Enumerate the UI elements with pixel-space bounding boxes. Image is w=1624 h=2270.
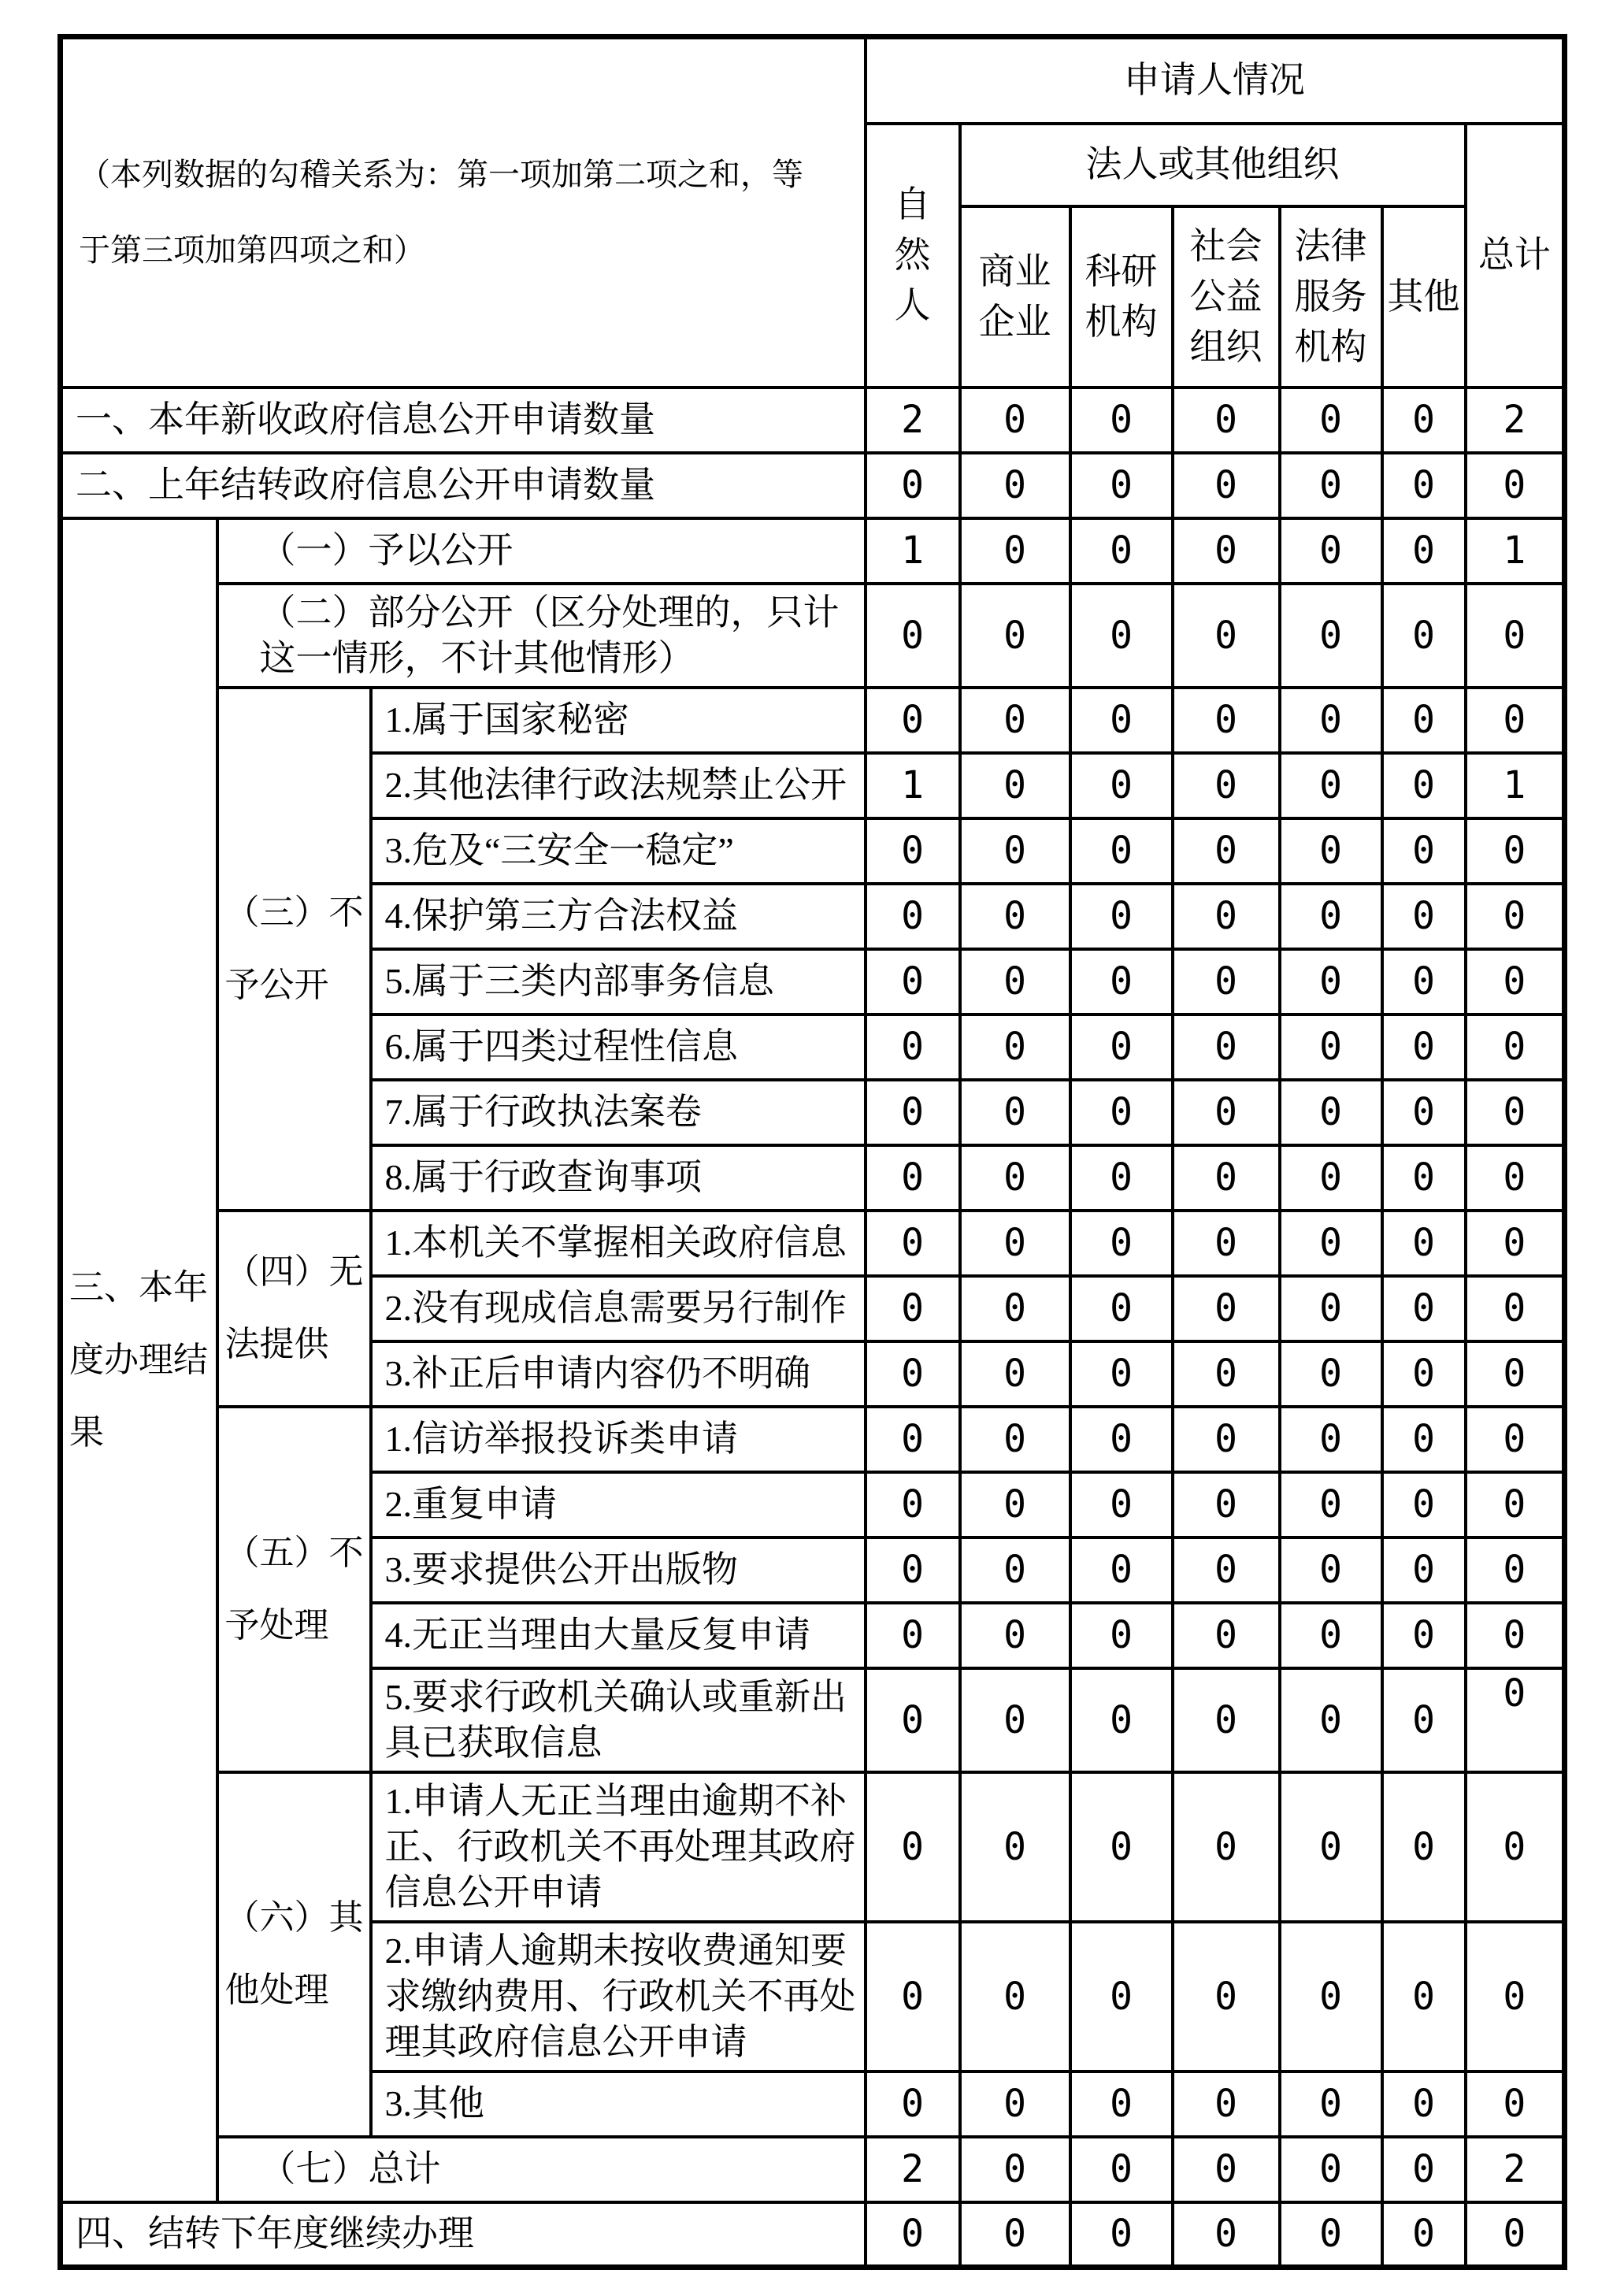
value-cell: 0	[1382, 818, 1466, 884]
report-table	[57, 34, 1567, 2270]
value-cell: 0	[1382, 1145, 1466, 1211]
value-cell: 0	[1466, 688, 1565, 753]
value-cell: 0	[866, 2202, 960, 2268]
row-label: 6.属于四类过程性信息	[371, 1014, 866, 1080]
value-cell: 0	[1173, 1772, 1280, 1922]
value-cell: 0	[960, 818, 1070, 884]
value-cell: 0	[1173, 1014, 1280, 1080]
value-cell: 0	[1070, 1407, 1173, 1472]
section-label-sub: （五）不予处理	[217, 1407, 371, 1772]
section-label-sub: （三）不予公开	[217, 688, 371, 1211]
value-cell: 0	[1280, 818, 1382, 884]
value-cell: 0	[1070, 1472, 1173, 1537]
value-cell: 0	[1173, 453, 1280, 518]
value-cell: 0	[866, 1211, 960, 1276]
value-cell: 0	[866, 1472, 960, 1537]
value-cell: 0	[1382, 1014, 1466, 1080]
table-row	[61, 453, 1565, 518]
value-cell: 2	[866, 2137, 960, 2202]
value-cell: 0	[866, 1772, 960, 1922]
value-cell: 0	[1173, 2072, 1280, 2137]
row-label: 7.属于行政执法案卷	[371, 1080, 866, 1145]
value-cell: 0	[960, 753, 1070, 818]
value-cell: 0	[866, 1537, 960, 1603]
value-cell: 0	[1382, 1537, 1466, 1603]
value-cell: 0	[1280, 1211, 1382, 1276]
value-cell: 0	[1382, 2137, 1466, 2202]
value-cell: 1	[1466, 518, 1565, 584]
table-row	[61, 2137, 1565, 2202]
header-org-type-other: 其他	[1382, 206, 1466, 388]
value-cell: 0	[1382, 1407, 1466, 1472]
value-cell: 0	[1173, 388, 1280, 453]
row-label: 5.要求行政机关确认或重新出具已获取信息	[371, 1668, 866, 1772]
value-cell: 0	[960, 1145, 1070, 1211]
header-org-type-legal-service: 法律服务机构	[1280, 206, 1382, 388]
value-cell: 0	[1466, 1668, 1565, 1772]
value-cell: 0	[1466, 949, 1565, 1014]
section-label-sub: （六）其他处理	[217, 1772, 371, 2137]
table-row	[61, 518, 1565, 584]
value-cell: 0	[1280, 1145, 1382, 1211]
value-cell: 0	[1070, 949, 1173, 1014]
value-cell: 0	[960, 1537, 1070, 1603]
value-cell: 0	[960, 1080, 1070, 1145]
value-cell: 0	[1382, 1603, 1466, 1668]
value-cell: 1	[866, 518, 960, 584]
value-cell: 0	[1280, 1668, 1382, 1772]
value-cell: 0	[1382, 2072, 1466, 2137]
value-cell: 0	[1382, 753, 1466, 818]
value-cell: 0	[1280, 1341, 1382, 1407]
value-cell: 0	[1382, 1341, 1466, 1407]
value-cell: 0	[1466, 1407, 1565, 1472]
value-cell: 0	[1382, 584, 1466, 688]
note-line-2: 于第三项加第四项之和）	[79, 232, 425, 268]
value-cell: 0	[1466, 1014, 1565, 1080]
value-cell: 0	[1382, 1276, 1466, 1341]
value-cell: 0	[866, 818, 960, 884]
row-label: 5.属于三类内部事务信息	[371, 949, 866, 1014]
value-cell: 0	[1466, 1603, 1565, 1668]
table-row	[61, 1211, 1565, 1276]
value-cell: 0	[960, 2202, 1070, 2268]
table-row	[61, 1772, 1565, 1922]
row-label: 3.要求提供公开出版物	[371, 1537, 866, 1603]
value-cell: 0	[1173, 1472, 1280, 1537]
value-cell: 0	[960, 1341, 1070, 1407]
value-cell: 0	[1173, 949, 1280, 1014]
value-cell: 0	[1280, 2202, 1382, 2268]
value-cell: 0	[1280, 2072, 1382, 2137]
value-cell: 0	[1466, 1145, 1565, 1211]
value-cell: 0	[1382, 1211, 1466, 1276]
row-label: 二、上年结转政府信息公开申请数量	[61, 453, 866, 518]
value-cell: 0	[1382, 2202, 1466, 2268]
value-cell: 0	[1070, 1341, 1173, 1407]
value-cell: 0	[1280, 453, 1382, 518]
row-label: 2.重复申请	[371, 1472, 866, 1537]
value-cell: 0	[1070, 688, 1173, 753]
row-label: 四、结转下年度继续办理	[61, 2202, 866, 2268]
value-cell: 0	[1466, 584, 1565, 688]
value-cell: 0	[1173, 2202, 1280, 2268]
row-label: 3.其他	[371, 2072, 866, 2137]
row-label: 2.其他法律行政法规禁止公开	[371, 753, 866, 818]
value-cell: 0	[960, 2137, 1070, 2202]
header-org-type-public-welfare: 社会公益组织	[1173, 206, 1280, 388]
value-cell: 0	[1382, 688, 1466, 753]
value-cell: 0	[1070, 2072, 1173, 2137]
value-cell: 0	[960, 518, 1070, 584]
value-cell: 0	[1382, 518, 1466, 584]
value-cell: 0	[1173, 1537, 1280, 1603]
value-cell: 0	[960, 388, 1070, 453]
row-label: 3.补正后申请内容仍不明确	[371, 1341, 866, 1407]
value-cell: 0	[960, 1922, 1070, 2072]
value-cell: 0	[1070, 2202, 1173, 2268]
value-cell: 2	[1466, 388, 1565, 453]
header-row-1	[61, 37, 1565, 124]
value-cell: 0	[1070, 1145, 1173, 1211]
value-cell: 0	[1280, 949, 1382, 1014]
value-cell: 0	[1382, 388, 1466, 453]
value-cell: 0	[1280, 1603, 1382, 1668]
value-cell: 0	[1382, 453, 1466, 518]
row-label: 3.危及“三安全一稳定”	[371, 818, 866, 884]
value-cell: 0	[1070, 2137, 1173, 2202]
value-cell: 0	[1173, 1603, 1280, 1668]
value-cell: 0	[1466, 1537, 1565, 1603]
table-row	[61, 584, 1565, 688]
value-cell: 0	[1466, 2202, 1565, 2268]
value-cell: 0	[866, 2072, 960, 2137]
value-cell: 0	[1466, 1080, 1565, 1145]
value-cell: 0	[1280, 1537, 1382, 1603]
value-cell: 0	[1280, 688, 1382, 753]
value-cell: 0	[1070, 1537, 1173, 1603]
value-cell: 0	[1070, 453, 1173, 518]
value-cell: 0	[866, 584, 960, 688]
row-label: 8.属于行政查询事项	[371, 1145, 866, 1211]
value-cell: 0	[1280, 1276, 1382, 1341]
row-label: 1.申请人无正当理由逾期不补正、行政机关不再处理其政府信息公开申请	[371, 1772, 866, 1922]
value-cell: 0	[1070, 1668, 1173, 1772]
value-cell: 0	[1382, 1668, 1466, 1772]
header-org-type-business: 商业企业	[960, 206, 1070, 388]
value-cell: 0	[1466, 884, 1565, 949]
row-label: （七）总计	[217, 2137, 866, 2202]
value-cell: 0	[1280, 884, 1382, 949]
value-cell: 0	[1070, 1772, 1173, 1922]
header-org-type-research: 科研机构	[1070, 206, 1173, 388]
value-cell: 0	[1173, 1407, 1280, 1472]
value-cell: 0	[1070, 1014, 1173, 1080]
value-cell: 0	[1173, 884, 1280, 949]
value-cell: 0	[1070, 1276, 1173, 1341]
row-label: 1.属于国家秘密	[371, 688, 866, 753]
value-cell: 0	[866, 1276, 960, 1341]
header-natural-person	[866, 124, 960, 388]
note-cell	[61, 37, 866, 388]
value-cell: 0	[1173, 1276, 1280, 1341]
value-cell: 0	[1173, 518, 1280, 584]
table-row	[61, 1407, 1565, 1472]
row-label: 1.信访举报投诉类申请	[371, 1407, 866, 1472]
value-cell: 0	[1070, 1211, 1173, 1276]
value-cell: 0	[1280, 753, 1382, 818]
note-line-1: （本列数据的勾稽关系为：第一项加第二项之和，等	[79, 156, 803, 192]
value-cell: 1	[866, 753, 960, 818]
value-cell: 0	[960, 1407, 1070, 1472]
value-cell: 0	[960, 1014, 1070, 1080]
value-cell: 0	[1280, 1014, 1382, 1080]
row-label: 4.无正当理由大量反复申请	[371, 1603, 866, 1668]
value-cell: 0	[1173, 1080, 1280, 1145]
value-cell: 0	[960, 884, 1070, 949]
value-cell: 0	[1173, 1922, 1280, 2072]
value-cell: 0	[1070, 1922, 1173, 2072]
value-cell: 0	[866, 1922, 960, 2072]
value-cell: 0	[1280, 1922, 1382, 2072]
value-cell: 0	[1070, 1080, 1173, 1145]
value-cell: 0	[1173, 2137, 1280, 2202]
value-cell: 0	[1280, 388, 1382, 453]
row-label: 一、本年新收政府信息公开申请数量	[61, 388, 866, 453]
value-cell: 0	[960, 584, 1070, 688]
value-cell: 0	[866, 453, 960, 518]
value-cell: 0	[1070, 753, 1173, 818]
header-applicant-status: 申请人情况	[866, 37, 1565, 124]
value-cell: 0	[1466, 1211, 1565, 1276]
value-cell: 0	[1070, 818, 1173, 884]
value-cell: 0	[960, 2072, 1070, 2137]
table-row	[61, 688, 1565, 753]
value-cell: 0	[1382, 949, 1466, 1014]
value-cell: 0	[960, 1668, 1070, 1772]
row-label: （一）予以公开	[217, 518, 866, 584]
value-cell: 0	[1382, 884, 1466, 949]
value-cell: 0	[1070, 584, 1173, 688]
value-cell: 0	[1280, 518, 1382, 584]
value-cell: 0	[1173, 1211, 1280, 1276]
value-cell: 0	[1382, 1772, 1466, 1922]
value-cell: 0	[1466, 2072, 1565, 2137]
value-cell: 0	[960, 1211, 1070, 1276]
value-cell: 0	[866, 884, 960, 949]
value-cell: 0	[960, 688, 1070, 753]
value-cell: 0	[1466, 1472, 1565, 1537]
value-cell: 0	[1466, 818, 1565, 884]
value-cell: 0	[866, 1603, 960, 1668]
value-cell: 0	[1070, 884, 1173, 949]
value-cell: 0	[1382, 1080, 1466, 1145]
value-cell: 0	[1173, 688, 1280, 753]
value-cell: 0	[1382, 1922, 1466, 2072]
value-cell: 0	[1280, 1772, 1382, 1922]
value-cell: 0	[1280, 584, 1382, 688]
value-cell: 0	[1173, 1341, 1280, 1407]
value-cell: 0	[1173, 584, 1280, 688]
value-cell: 0	[960, 1472, 1070, 1537]
header-total: 总计	[1466, 124, 1565, 388]
value-cell: 0	[1070, 1603, 1173, 1668]
value-cell: 0	[866, 1080, 960, 1145]
value-cell: 0	[960, 1772, 1070, 1922]
value-cell: 0	[866, 1341, 960, 1407]
value-cell: 2	[866, 388, 960, 453]
value-cell: 0	[866, 1668, 960, 1772]
value-cell: 0	[1173, 1668, 1280, 1772]
value-cell: 0	[1070, 518, 1173, 584]
row-label: （二）部分公开（区分处理的，只计这一情形，不计其他情形）	[217, 584, 866, 688]
value-cell: 0	[1173, 1145, 1280, 1211]
value-cell: 0	[866, 1014, 960, 1080]
value-cell: 0	[1280, 1472, 1382, 1537]
value-cell: 0	[960, 1276, 1070, 1341]
row-label: 2.申请人逾期未按收费通知要求缴纳费用、行政机关不再处理其政府信息公开申请	[371, 1922, 866, 2072]
value-cell: 0	[960, 453, 1070, 518]
section-label-main: 三、本年度办理结果	[61, 518, 217, 2202]
value-cell: 0	[1280, 1407, 1382, 1472]
value-cell: 0	[960, 1603, 1070, 1668]
value-cell: 0	[866, 949, 960, 1014]
value-cell: 0	[1466, 1341, 1565, 1407]
value-cell: 0	[1382, 1472, 1466, 1537]
value-cell: 1	[1466, 753, 1565, 818]
value-cell: 0	[1280, 1080, 1382, 1145]
value-cell: 0	[866, 1145, 960, 1211]
table-row	[61, 2202, 1565, 2268]
value-cell: 0	[866, 688, 960, 753]
value-cell: 0	[1173, 753, 1280, 818]
table-row	[61, 388, 1565, 453]
row-label: 1.本机关不掌握相关政府信息	[371, 1211, 866, 1276]
value-cell: 0	[1466, 453, 1565, 518]
value-cell: 0	[1280, 2137, 1382, 2202]
value-cell: 0	[1173, 818, 1280, 884]
value-cell: 0	[866, 1407, 960, 1472]
row-label: 2.没有现成信息需要另行制作	[371, 1276, 866, 1341]
value-cell: 0	[1466, 1772, 1565, 1922]
value-cell: 0	[1070, 388, 1173, 453]
row-label: 4.保护第三方合法权益	[371, 884, 866, 949]
value-cell: 0	[1466, 1276, 1565, 1341]
header-natural-person-text: 自然人	[894, 184, 931, 325]
value-cell: 0	[960, 949, 1070, 1014]
value-cell: 0	[1466, 1922, 1565, 2072]
section-label-sub: （四）无法提供	[217, 1211, 371, 1407]
value-cell: 2	[1466, 2137, 1565, 2202]
header-legal-org: 法人或其他组织	[960, 124, 1466, 206]
